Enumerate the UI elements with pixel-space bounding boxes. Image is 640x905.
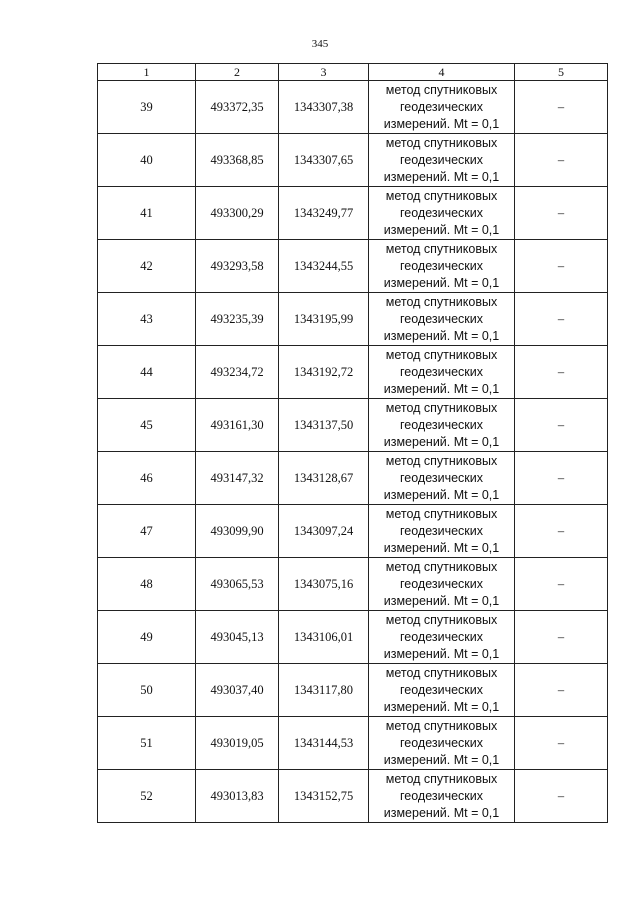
note-cell: –	[515, 717, 608, 770]
coordinates-table	[97, 63, 608, 823]
note-cell: –	[515, 346, 608, 399]
column-header: 2	[196, 64, 279, 81]
method-line: геодезических	[399, 258, 483, 273]
x-coordinate-cell: 493293,58	[196, 240, 279, 293]
method-line: геодезических	[399, 205, 483, 220]
table-row	[98, 505, 608, 558]
y-coordinate-cell: 1343117,80	[279, 664, 369, 717]
method-line: измерений. Mt = 0,1	[383, 752, 500, 767]
point-number-cell: 45	[98, 399, 196, 452]
point-number-cell: 40	[98, 134, 196, 187]
x-coordinate-cell: 493013,83	[196, 770, 279, 823]
method-line: метод спутниковых	[385, 82, 498, 97]
table-row	[98, 664, 608, 717]
method-line: геодезических	[399, 629, 483, 644]
method-line: геодезических	[399, 788, 483, 803]
page-number: 345	[311, 38, 329, 50]
method-line: геодезических	[399, 682, 483, 697]
table-row	[98, 134, 608, 187]
method-cell	[369, 505, 515, 558]
method-line: измерений. Mt = 0,1	[383, 487, 500, 502]
table-header-row	[98, 64, 608, 81]
point-number-cell: 50	[98, 664, 196, 717]
y-coordinate-cell: 1343307,65	[279, 134, 369, 187]
method-cell	[369, 611, 515, 664]
x-coordinate-cell: 493161,30	[196, 399, 279, 452]
method-line: геодезических	[399, 364, 483, 379]
y-coordinate-cell: 1343144,53	[279, 717, 369, 770]
method-line: измерений. Mt = 0,1	[383, 222, 500, 237]
table-row	[98, 293, 608, 346]
column-header: 1	[98, 64, 196, 81]
table-row	[98, 558, 608, 611]
point-number-cell: 46	[98, 452, 196, 505]
method-line: измерений. Mt = 0,1	[383, 699, 500, 714]
method-line: метод спутниковых	[385, 559, 498, 574]
method-cell	[369, 240, 515, 293]
method-line: геодезических	[399, 470, 483, 485]
method-line: метод спутниковых	[385, 347, 498, 362]
note-cell: –	[515, 293, 608, 346]
y-coordinate-cell: 1343075,16	[279, 558, 369, 611]
y-coordinate-cell: 1343128,67	[279, 452, 369, 505]
column-header: 5	[515, 64, 608, 81]
x-coordinate-cell: 493099,90	[196, 505, 279, 558]
method-line: метод спутниковых	[385, 665, 498, 680]
method-cell	[369, 399, 515, 452]
method-line: метод спутниковых	[385, 400, 498, 415]
method-line: измерений. Mt = 0,1	[383, 169, 500, 184]
x-coordinate-cell: 493372,35	[196, 81, 279, 134]
method-cell	[369, 346, 515, 399]
method-line: метод спутниковых	[385, 612, 498, 627]
point-number-cell: 52	[98, 770, 196, 823]
method-line: геодезических	[399, 99, 483, 114]
point-number-cell: 47	[98, 505, 196, 558]
method-cell	[369, 293, 515, 346]
method-line: измерений. Mt = 0,1	[383, 381, 500, 396]
x-coordinate-cell: 493368,85	[196, 134, 279, 187]
y-coordinate-cell: 1343307,38	[279, 81, 369, 134]
method-line: измерений. Mt = 0,1	[383, 116, 500, 131]
method-line: метод спутниковых	[385, 241, 498, 256]
table-row	[98, 346, 608, 399]
method-line: измерений. Mt = 0,1	[383, 540, 500, 555]
method-cell	[369, 664, 515, 717]
method-line: геодезических	[399, 417, 483, 432]
method-line: метод спутниковых	[385, 718, 498, 733]
note-cell: –	[515, 399, 608, 452]
method-line: метод спутниковых	[385, 294, 498, 309]
point-number-cell: 42	[98, 240, 196, 293]
method-line: геодезических	[399, 152, 483, 167]
method-line: метод спутниковых	[385, 188, 498, 203]
table-row	[98, 187, 608, 240]
method-line: измерений. Mt = 0,1	[383, 593, 500, 608]
y-coordinate-cell: 1343152,75	[279, 770, 369, 823]
note-cell: –	[515, 505, 608, 558]
note-cell: –	[515, 664, 608, 717]
method-cell	[369, 81, 515, 134]
y-coordinate-cell: 1343137,50	[279, 399, 369, 452]
table-body	[98, 81, 608, 823]
note-cell: –	[515, 611, 608, 664]
note-cell: –	[515, 187, 608, 240]
method-line: измерений. Mt = 0,1	[383, 328, 500, 343]
note-cell: –	[515, 81, 608, 134]
method-line: измерений. Mt = 0,1	[383, 646, 500, 661]
note-cell: –	[515, 134, 608, 187]
point-number-cell: 39	[98, 81, 196, 134]
table-row	[98, 240, 608, 293]
point-number-cell: 41	[98, 187, 196, 240]
column-header: 4	[369, 64, 515, 81]
method-cell	[369, 187, 515, 240]
table-row	[98, 81, 608, 134]
method-line: измерений. Mt = 0,1	[383, 805, 500, 820]
method-line: измерений. Mt = 0,1	[383, 275, 500, 290]
column-header: 3	[279, 64, 369, 81]
x-coordinate-cell: 493037,40	[196, 664, 279, 717]
point-number-cell: 49	[98, 611, 196, 664]
method-cell	[369, 558, 515, 611]
y-coordinate-cell: 1343192,72	[279, 346, 369, 399]
table-row	[98, 717, 608, 770]
method-cell	[369, 717, 515, 770]
method-line: метод спутниковых	[385, 135, 498, 150]
y-coordinate-cell: 1343195,99	[279, 293, 369, 346]
x-coordinate-cell: 493019,05	[196, 717, 279, 770]
y-coordinate-cell: 1343244,55	[279, 240, 369, 293]
x-coordinate-cell: 493235,39	[196, 293, 279, 346]
method-line: геодезических	[399, 311, 483, 326]
method-line: измерений. Mt = 0,1	[383, 434, 500, 449]
point-number-cell: 43	[98, 293, 196, 346]
y-coordinate-cell: 1343097,24	[279, 505, 369, 558]
method-cell	[369, 452, 515, 505]
table-row	[98, 452, 608, 505]
method-line: метод спутниковых	[385, 453, 498, 468]
note-cell: –	[515, 558, 608, 611]
x-coordinate-cell: 493045,13	[196, 611, 279, 664]
method-line: метод спутниковых	[385, 506, 498, 521]
point-number-cell: 51	[98, 717, 196, 770]
method-line: метод спутниковых	[385, 771, 498, 786]
method-cell	[369, 770, 515, 823]
point-number-cell: 48	[98, 558, 196, 611]
point-number-cell: 44	[98, 346, 196, 399]
y-coordinate-cell: 1343249,77	[279, 187, 369, 240]
x-coordinate-cell: 493300,29	[196, 187, 279, 240]
table-row	[98, 770, 608, 823]
x-coordinate-cell: 493065,53	[196, 558, 279, 611]
y-coordinate-cell: 1343106,01	[279, 611, 369, 664]
table-row	[98, 399, 608, 452]
x-coordinate-cell: 493147,32	[196, 452, 279, 505]
method-line: геодезических	[399, 735, 483, 750]
method-line: геодезических	[399, 523, 483, 538]
method-line: геодезических	[399, 576, 483, 591]
x-coordinate-cell: 493234,72	[196, 346, 279, 399]
table-row	[98, 611, 608, 664]
note-cell: –	[515, 240, 608, 293]
note-cell: –	[515, 452, 608, 505]
method-cell	[369, 134, 515, 187]
note-cell: –	[515, 770, 608, 823]
